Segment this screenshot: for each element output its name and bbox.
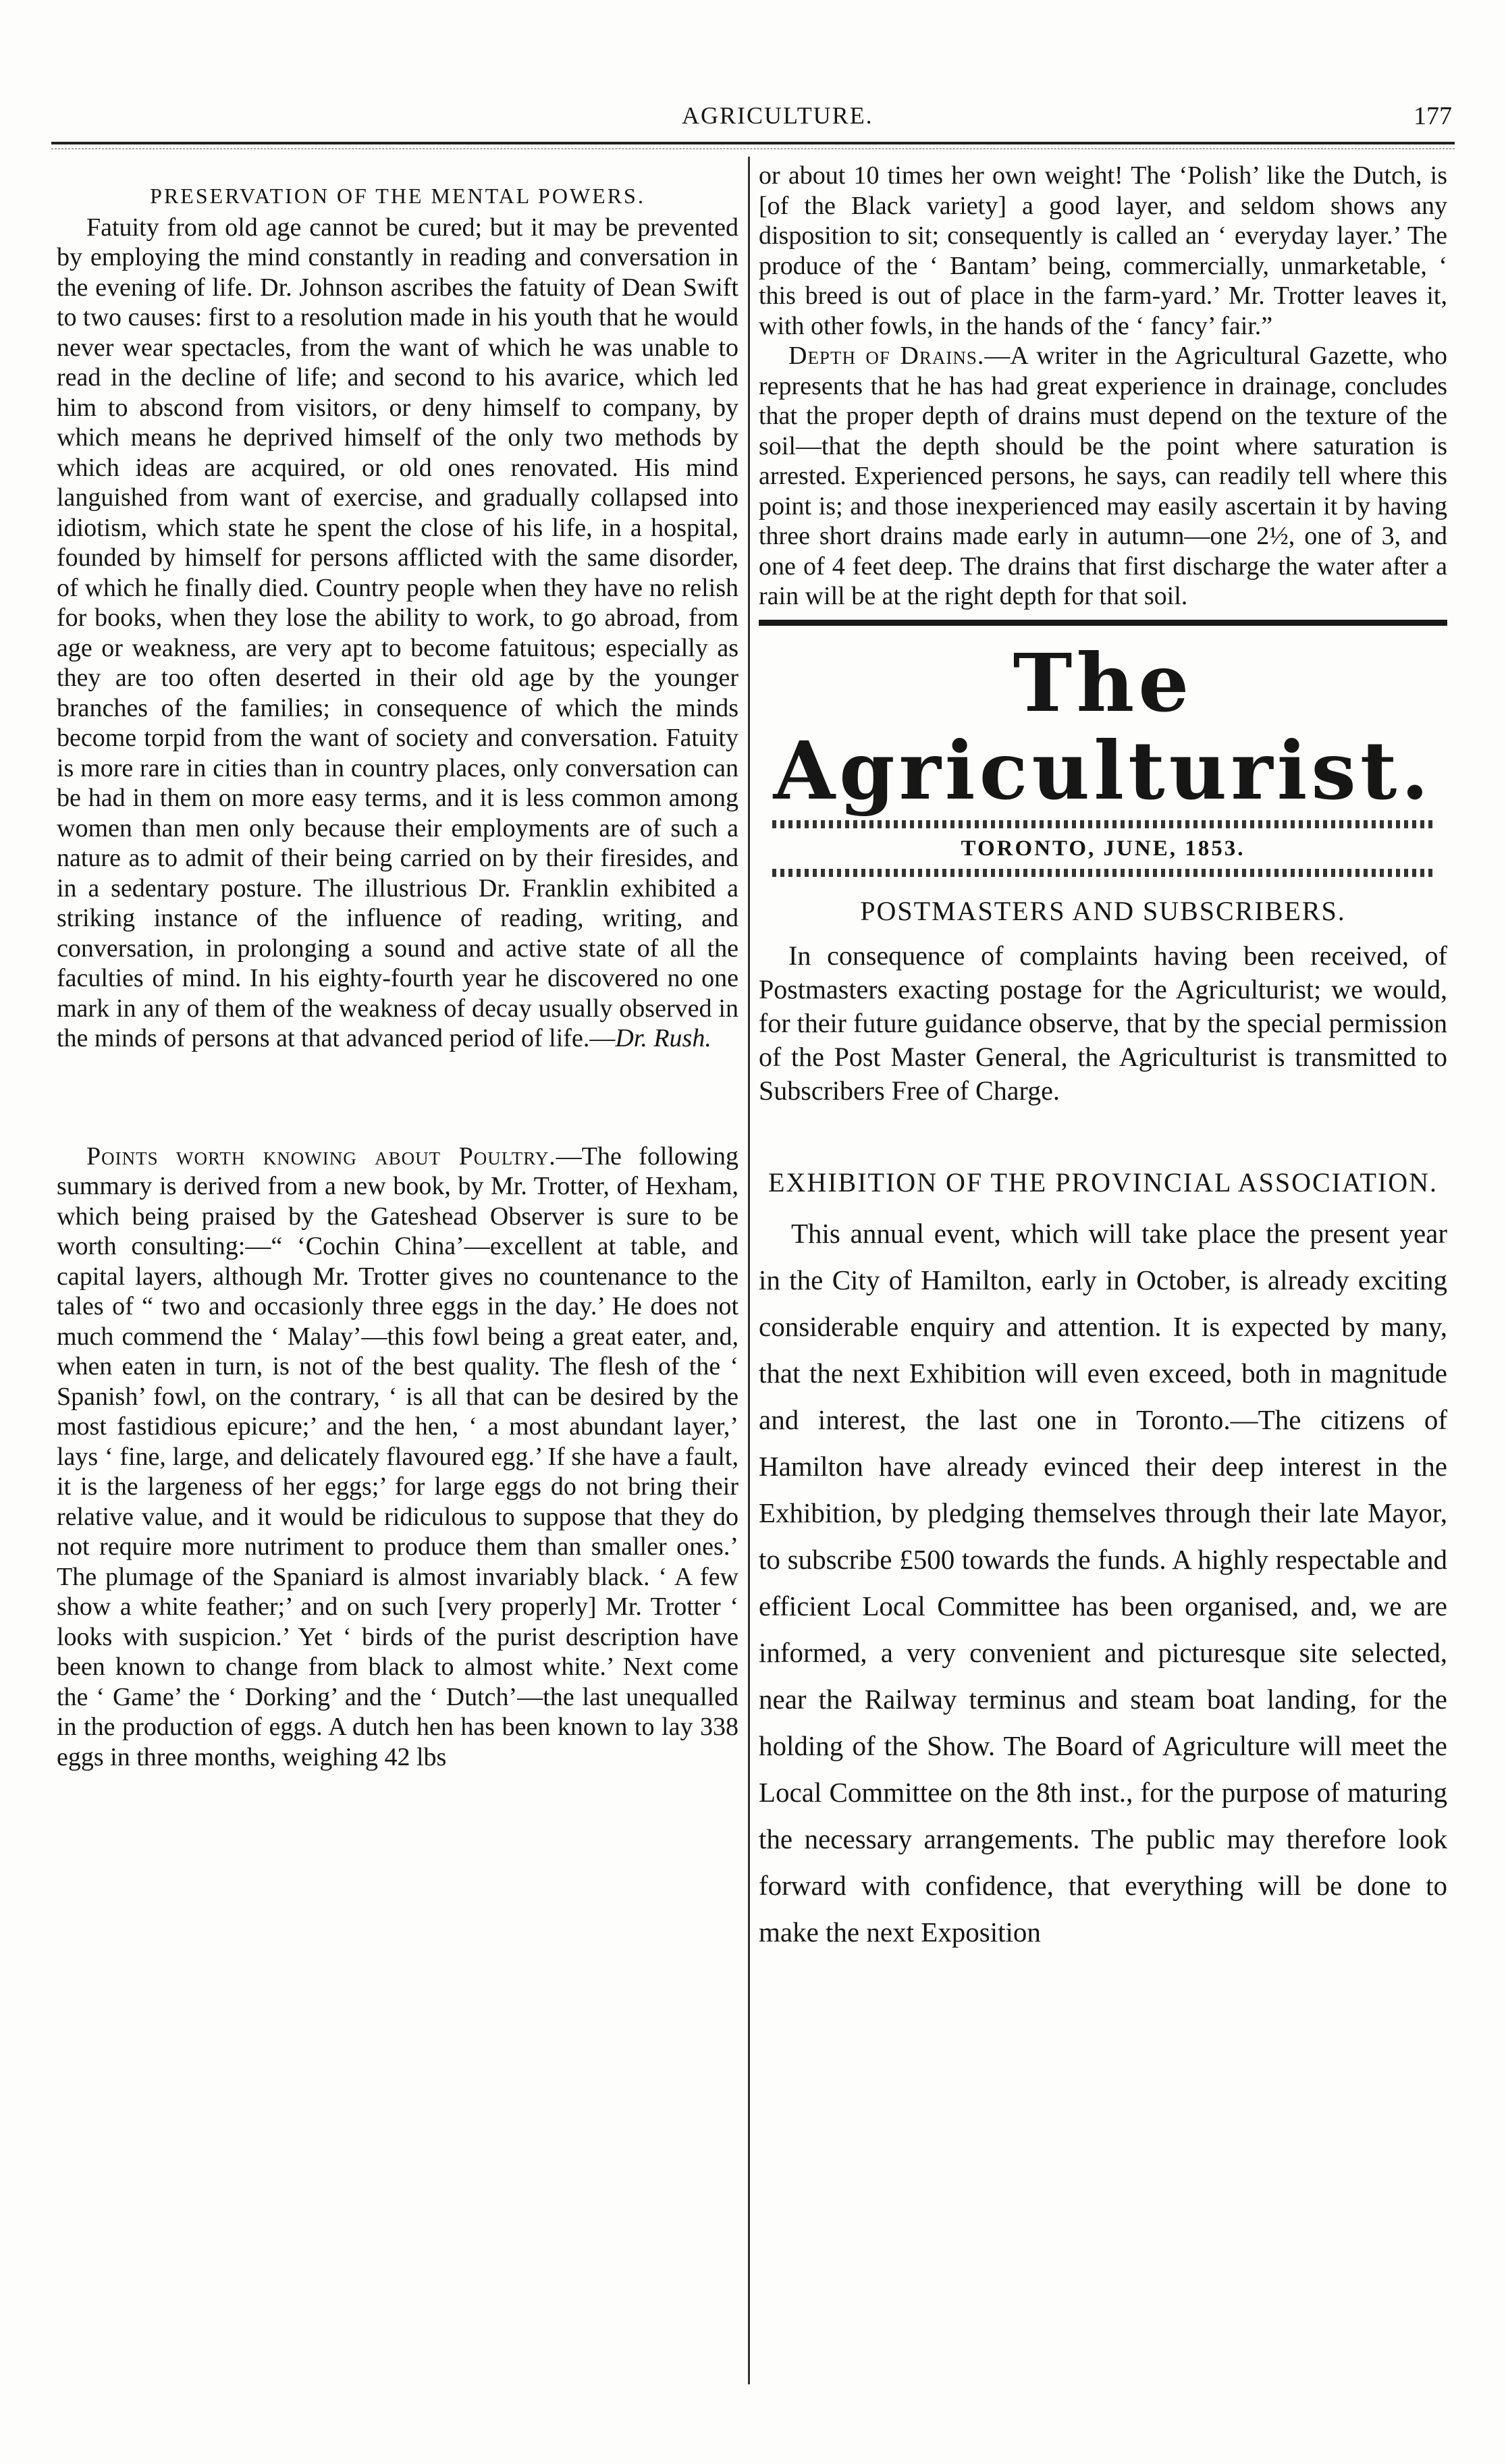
page-number: 177 (1414, 102, 1452, 130)
exhibition-body: This annual event, which will take place the present year in the City of Hamilton, early in October, is already exciting considerable enquiry and attention. It is expected by many, that the next Exhibition will even exceed, both in magnitude and interest, the last one in Toronto.—The citizens of Hamilton have already evinced their deep interest in the Exhibition, by pledging themselves through their late Mayor, to subscribe £500 towards the funds. A highly respectable and efficient Local Committee has been organised, and, we are informed, a very convenient and picturesque site selected, near the Railway terminus and steam boat landing, for the holding of the Show. The Board of Agriculture will meet the Local Committee on the 8th inst., for the purpose of maturing the necessary arrangements. The public may therefore look forward with confidence, that everything will be done to make the next Exposition (759, 1218, 1447, 1948)
right-column (759, 161, 1447, 1956)
drains-body: —A writer in the Agricultural Gazette, who represents that he has had great experience in drainage, concludes that the proper depth of drains must depend on the texture of the soil—that the depth should be the point where saturation is arrested. Experienced persons, he says, can readily tell where this point is; and those inexperienced may easily ascertain it by having three short drains made early in autumn—one 2½, one of 3, and one of 4 feet deep. The drains that first discharge the water after a rain will be at the right depth for that soil. (759, 342, 1447, 610)
exhibition-title: EXHIBITION OF THE PROVINCIAL ASSOCIATION. (768, 1167, 1438, 1198)
masthead-title: The Agriculturist. (773, 635, 1433, 818)
left-column (57, 181, 738, 1772)
running-head: AGRICULTURE. (682, 102, 873, 129)
article-gap-right (759, 1108, 1447, 1148)
dateline: TORONTO, JUNE, 1853. (961, 836, 1245, 861)
preservation-attribution: Dr. Rush. (615, 1024, 711, 1052)
preservation-body: Fatuity from old age cannot be cured; but it may be prevented by employing the mind constantly in reading and conversation in the evening of life. Dr. Johnson ascribes the fatuity of Dean Swift to two causes: first to a resolution made in his youth that he would never wear spectacles, from the want of which he was unable to read in the decline of life; and second to his avarice, which led him to abscond from visitors, or deny himself to company, by which means he deprived himself of the only two methods by which ideas are acquired, or old ones renovated. His mind languished from want of exercise, and gradually collapsed into idiotism, which state he spent the close of his life, in a hospital, founded by himself for persons afflicted with the same disorder, of which he finally died. Country people when they have no relish for books, when they lose the ability to work, to go abroad, from age or weakness, are very apt to become fatuitous; especially as they are too often deserted in their old age by the younger branches of the families; in consequence of which the minds become torpid from the want of society and conversation. Fatuity is more rare in cities than in country places, only conversation can be had in them on more easy terms, and it is less common among women than men only because their employments are of such a nature as to admit of their being carried on by their firesides, and in a sedentary posture. The illustrious Dr. Franklin exhibited a striking instance of the influence of reading, writing, and conversation, in prolonging a sound and active state of all the faculties of mind. In his eighty-fourth year he discovered no one mark in any of them of the weakness of decay usually observed in the minds of persons at that advanced period of life.— (57, 213, 739, 1052)
poultry-body: —The following summary is derived from a new book, by Mr. Trotter, of Hexham, which being praised by the Gateshead Observer is sure to be worth consulting:—“ ‘Cochin China’—excellent at table, and capital layers, although Mr. Trotter gives no countenance to the tales of “ two and occasionly three eggs in the day.’ He does not much commend the ‘ Malay’—this fowl being a great eater, and, when eaten in turn, is not of the best quality. The flesh of the ‘ Spanish’ fowl, on the contrary, ‘ is all that can be desired by the most fastidious epicure;’ and the hen, ‘ a most abundant layer,’ lays ‘ fine, large, and delicately flavoured egg.’ If she have a fault, it is the largeness of her eggs;’ for large eggs do not bring their relative value, and it would be ridiculous to suppose that they do not require more nutriment to produce them than smaller ones.’ The plumage of the Spaniard is almost invariably black. ‘ A few show a white feather;’ and on such [very properly] Mr. Trotter ‘ looks with suspicion.’ Yet ‘ birds of the purist description have been known to change from black to almost white.’ Next come the ‘ Game’ the ‘ Dorking’ and the ‘ Dutch’—the last unequalled in the production of eggs. A dutch hen has been known to lay 338 eggs in three months, weighing 42 lbs (57, 1142, 738, 1771)
header-rule (51, 142, 1455, 144)
postmasters-title: POSTMASTERS AND SUBSCRIBERS. (860, 896, 1346, 926)
postmasters-body: In consequence of complaints having been received, of Postmasters exacting postage for the Agriculturist; we would, for their future guidance observe, that by the special permission of the Post Master General, the Agriculturist is transmitted to Subscribers Free of Charge. (759, 940, 1447, 1106)
column-divider (748, 157, 750, 2384)
poultry-lead: Points worth knowing about Poultry. (86, 1142, 556, 1171)
poultry-continuation: or about 10 times her own weight! The ‘Polish’ like the Dutch, is [of the Black variety] a good layer, and seldom shows any disposition to sit; consequently is called an ‘ everyday layer.’ The produce of the ‘ Bantam’ being, commercially, unmarketable, ‘ this breed is out of place in the farm-yard.’ Mr. Trotter leaves it, with other fowls, in the hands of the ‘ fancy’ fair.” (759, 161, 1447, 340)
poultry-article (57, 1142, 738, 1773)
preservation-heading: PRESERVATION OF THE MENTAL POWERS. (150, 184, 645, 208)
postmasters-article (759, 939, 1447, 1108)
article-gap (57, 1054, 738, 1142)
wavy-rule-bottom (772, 869, 1434, 877)
masthead-rule (759, 620, 1447, 626)
preservation-article (57, 213, 738, 1054)
exhibition-article (759, 1210, 1447, 1956)
wavy-rule-top (772, 820, 1434, 828)
drains-article (759, 341, 1447, 612)
drains-lead: Depth of Drains. (788, 342, 985, 370)
